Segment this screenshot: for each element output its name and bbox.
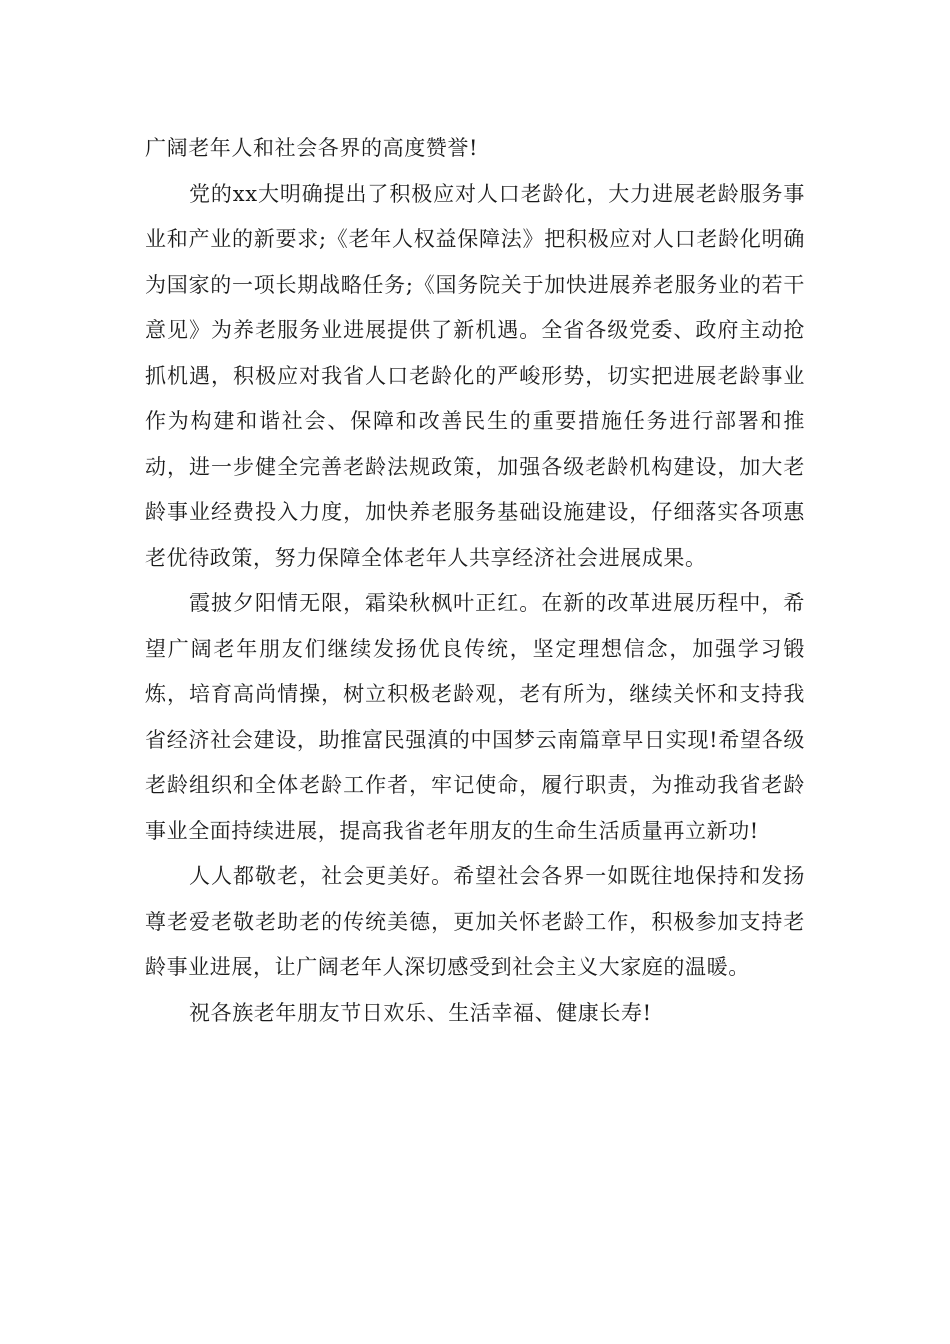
document-body (145, 126, 805, 1036)
paragraph-continuation: 广阔老年人和社会各界的高度赞誉! (145, 136, 479, 160)
paragraph-society: 人人都敬老，社会更美好。希望社会各界一如既往地保持和发扬尊老爱老敬老助老的传统美德，更加关怀老龄工作，积极参加支持老龄事业进展，让广阔老年人深切感受到社会主义大家庭的温暖。 (145, 864, 805, 979)
paragraph-hope: 霞披夕阳情无限，霜染秋枫叶正红。在新的改革进展历程中，希望广阔老年朋友们继续发扬优良传统，坚定理想信念，加强学习锻炼，培育高尚情操，树立积极老龄观，老有所为，继续关怀和支持我省经济社会建设，助推富民强滇的中国梦云南篇章早日实现!希望各级老龄组织和全体老龄工作者，牢记使命，履行职责，为推动我省老龄事业全面持续进展，提高我省老年朋友的生命生活质量再立新功! (145, 591, 805, 843)
paragraph-blessing: 祝各族老年朋友节日欢乐、生活幸福、健康长寿! (189, 1000, 652, 1025)
paragraph-policy: 党的xx大明确提出了积极应对人口老龄化，大力进展老龄服务事业和产业的新要求;《老年人权益保障法》把积极应对人口老龄化明确为国家的一项长期战略任务;《国务院关于加快进展养老服务业的若干意见》为养老服务业进展提供了新机遇。全省各级党委、政府主动抢抓机遇，积极应对我省人口老龄化的严峻形势，切实把进展老龄事业作为构建和谐社会、保障和改善民生的重要措施任务进行部署和推动，进一步健全完善老龄法规政策，加强各级老龄机构建设，加大老龄事业经费投入力度，加快养老服务基础设施建设，仔细落实各项惠老优待政策，努力保障全体老年人共享经济社会进展成果。 (145, 181, 805, 570)
